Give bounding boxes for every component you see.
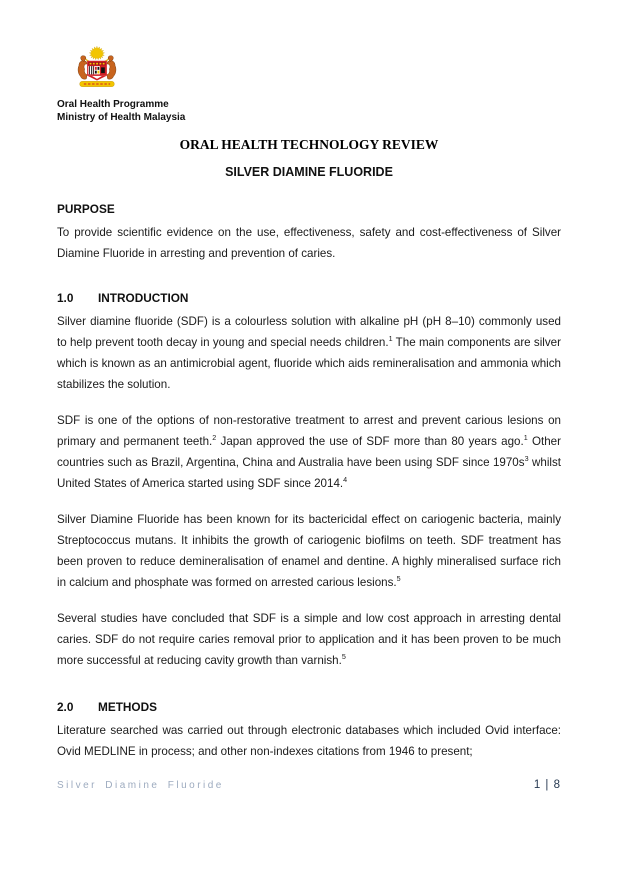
introduction-paragraph-3: Silver Diamine Fluoride has been known for its bactericidal effect on cariogenic bacteria, mainly Streptococcus mutans. It inhibits the growth of cariogenic biofilms on teeth. SDF treatment has been proven to reduce demineralisation of enamel and dentine. A highly mineralised surface rich in calcium and phosphate was formed on arrested carious lesions.$^5$: [57, 513, 561, 589]
coat-of-arms-icon: [74, 45, 120, 93]
malaysia-coat-of-arms-logo: [74, 45, 561, 93]
introduction-section-number: 1.0: [57, 291, 74, 305]
document-title: ORAL HEALTH TECHNOLOGY REVIEW: [179, 137, 439, 152]
section-purpose: [57, 199, 561, 264]
methods-section-title: METHODS: [98, 700, 157, 714]
org-line-2: Ministry of Health Malaysia: [57, 112, 186, 123]
document-content: [57, 45, 561, 762]
footer-running-title: Silver Diamine Fluoride: [57, 780, 224, 791]
section-methods: [57, 697, 561, 762]
methods-section-number: 2.0: [57, 700, 74, 714]
introduction-paragraph-2: SDF is one of the options of non-restorative treatment to arrest and prevent carious lesions on primary and permanent teeth.$^2$ Japan approved the use of SDF more than 80 years ago.$^1$ Other countries such as Brazil, Argentina, China and Australia have been using SDF since $1970s^3$ whilst United States of America started using SDF since 2014.$^4$: [57, 414, 561, 490]
purpose-paragraph: To provide scientific evidence on the use, effectiveness, safety and cost-effectiveness of Silver Diamine Fluoride in arresting and prevention of caries.: [57, 226, 561, 260]
introduction-heading: [57, 288, 561, 309]
methods-heading: [57, 697, 561, 718]
introduction-paragraph-4: Several studies have concluded that SDF is a simple and low cost approach in arresting dental caries. SDF do not require caries removal prior to application and it has been proven to be much more successful at reducing cavity growth than varnish.$^5$: [57, 612, 561, 667]
introduction-section-title: INTRODUCTION: [98, 291, 189, 305]
page-footer: [57, 779, 561, 791]
introduction-paragraph-1: Silver diamine fluoride (SDF) is a colourless solution with alkaline pH (pH 8–10) commonly used to help prevent tooth decay in young and special needs children.$^1$ The main components are silver which is known as an antimicrobial agent, fluoride which aids remineralisation and ammonia which stabilizes the solution.: [57, 315, 561, 391]
methods-paragraph-1: Literature searched was carried out through electronic databases which included Ovid interface: Ovid MEDLINE in process; and other non-indexes citations from 1946 to present;: [57, 724, 561, 758]
purpose-heading: PURPOSE: [57, 202, 115, 216]
document-subtitle: SILVER DIAMINE FLUORIDE: [225, 165, 393, 179]
footer-page-number: 1 | 8: [533, 779, 561, 791]
org-line-1: Oral Health Programme: [57, 99, 169, 110]
section-introduction: [57, 288, 561, 671]
organization-name: [57, 98, 561, 124]
